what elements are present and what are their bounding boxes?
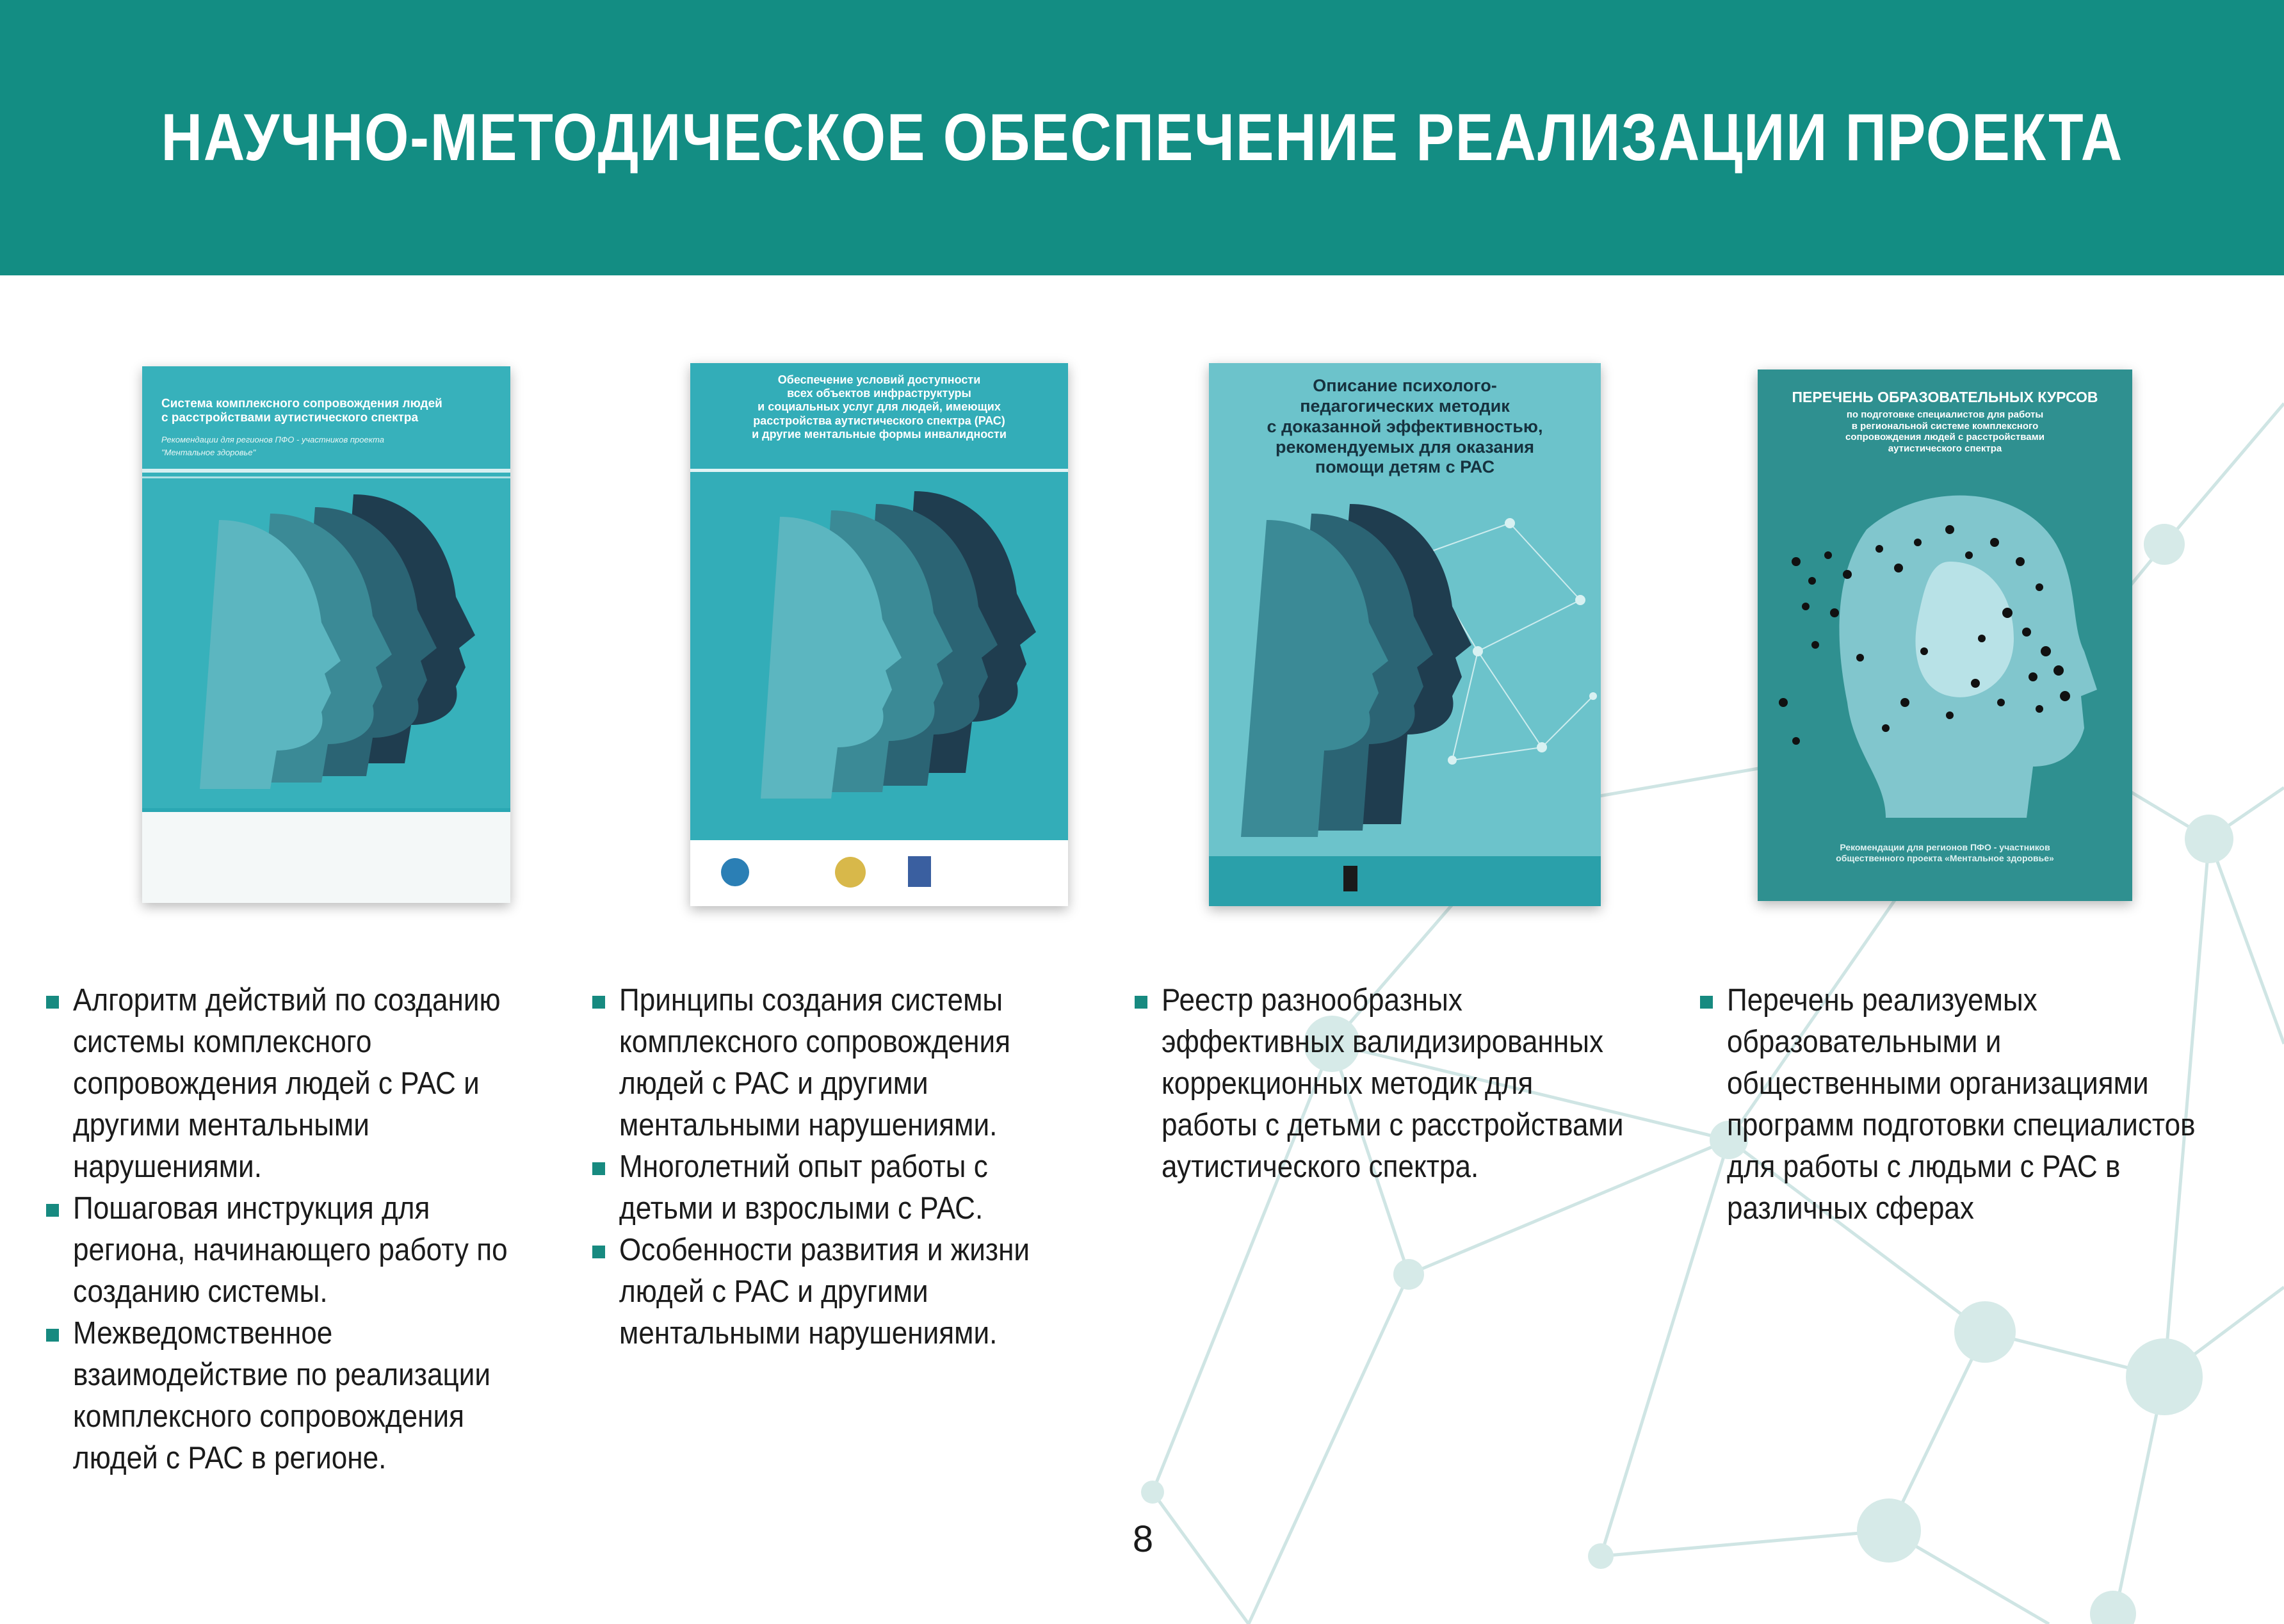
bullet-list bbox=[46, 980, 558, 1479]
bullet-icon bbox=[592, 1162, 605, 1175]
page-title: НАУЧНО-МЕТОДИЧЕСКОЕ ОБЕСПЕЧЕНИЕ РЕАЛИЗАЦИИ ПРОЕКТА bbox=[161, 100, 2123, 175]
profiles-illustration bbox=[690, 363, 1068, 906]
list-item: Межведомственное взаимодействие по реализации комплексного сопровождения людей с РАС в регионе. bbox=[46, 1313, 558, 1479]
bullet-icon bbox=[46, 1204, 59, 1217]
list-item: Реестр разнообразных эффективных валидизированных коррекционных методик для работы с детьми с расстройствами аутистического спектра. bbox=[1135, 980, 1685, 1188]
page-number: 8 bbox=[1132, 1518, 1154, 1560]
list-item: Перечень реализуемых образовательными и общественными организациями программ подготовки специалистов для работы с людьми с РАС в различных сферах bbox=[1700, 980, 2251, 1230]
book-cover-2 bbox=[690, 363, 1068, 906]
bullet-list bbox=[1700, 980, 2251, 1230]
column-2 bbox=[592, 980, 1092, 1354]
bullet-icon bbox=[592, 1246, 605, 1258]
list-item: Особенности развития и жизни людей с РАС и другими ментальными нарушениями. bbox=[592, 1230, 1092, 1354]
bullet-list bbox=[592, 980, 1092, 1354]
cover-2-title: Обеспечение условий доступности всех объектов инфраструктуры и социальных услуг для людей, имеющих расстройства аутистического спектра (РАС) и другие ментальные формы инвалидности bbox=[752, 373, 1007, 441]
cover-4-footer: Рекомендации для регионов ПФО - участников общественного проекта «Ментальное здоровье» bbox=[1836, 842, 2054, 863]
bullet-icon bbox=[46, 1329, 59, 1342]
book-cover-3 bbox=[1209, 363, 1601, 906]
cover-3-title: Описание психолого- педагогических методик с доказанной эффективностью, рекомендуемых для оказания помощи детям с РАС bbox=[1267, 376, 1543, 477]
cover-1-title: Система комплексного сопровождения людей с расстройствами аутистического спектра bbox=[161, 397, 442, 425]
list-item: Пошаговая инструкция для региона, начинающего работу по созданию системы. bbox=[46, 1188, 558, 1313]
bullet-icon bbox=[46, 996, 59, 1009]
list-item: Многолетний опыт работы с детьми и взрослыми с РАС. bbox=[592, 1146, 1092, 1230]
list-item: Алгоритм действий по созданию системы комплексного сопровождения людей с РАС и другими ментальными нарушениями. bbox=[46, 980, 558, 1188]
list-item: Принципы создания системы комплексного сопровождения людей с РАС и другими ментальными нарушениями. bbox=[592, 980, 1092, 1146]
cover-1-subtitle: Рекомендации для регионов ПФО - участников проекта "Ментальное здоровье" bbox=[161, 435, 384, 457]
cover-4-title: ПЕРЕЧЕНЬ ОБРАЗОВАТЕЛЬНЫХ КУРСОВ bbox=[1792, 389, 2098, 405]
bullet-icon bbox=[1135, 996, 1147, 1009]
header-banner bbox=[0, 0, 2284, 275]
cover-4-subtitle: по подготовке специалистов для работы в региональной системе комплексного сопровождения людей с расстройствами аутистического спектра bbox=[1845, 409, 2045, 455]
book-cover-1 bbox=[142, 366, 510, 903]
bullet-icon bbox=[1700, 996, 1713, 1009]
bullet-list bbox=[1135, 980, 1685, 1188]
bullet-icon bbox=[592, 996, 605, 1009]
column-1 bbox=[46, 980, 558, 1479]
column-3 bbox=[1135, 980, 1685, 1188]
book-cover-4 bbox=[1758, 369, 2132, 901]
column-4 bbox=[1700, 980, 2251, 1230]
